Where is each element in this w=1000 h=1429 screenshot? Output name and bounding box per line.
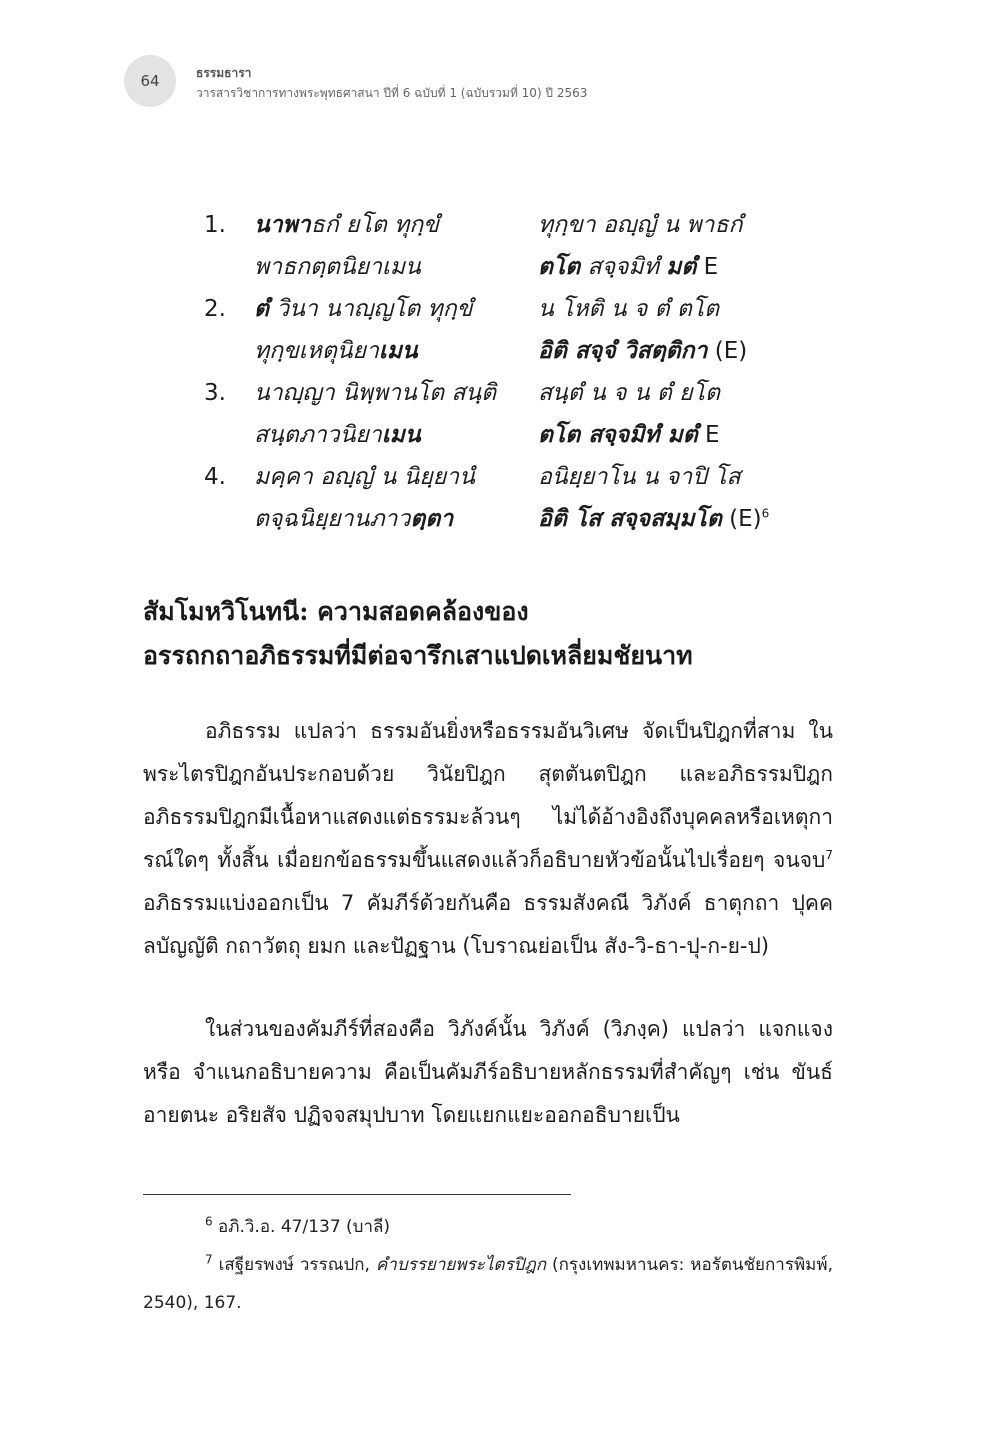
verse-text <box>254 414 421 456</box>
verse-text-start: ตจฺฉนิยฺยานภาว <box>254 506 411 532</box>
verse-text: มคฺคา อญฺญํ น นิยฺยานํ <box>254 464 475 490</box>
verse-text-rest: ธกํ ยโต ทุกฺขํ <box>310 212 439 238</box>
verse-number: 2. <box>204 296 226 322</box>
page-number <box>124 55 176 107</box>
verse-text: นาญฺญา นิพฺพานโต สนฺติ <box>254 380 497 406</box>
verse-text <box>254 330 418 372</box>
verse-text: ทุกฺขา อญฺญํ น พาธกํ <box>538 212 743 238</box>
verse-text-start: ทุกฺขเหตุนิยา <box>254 338 379 364</box>
journal-name: ธรรมธารา <box>196 66 252 80</box>
verse-3-line-2 <box>0 414 1000 456</box>
verse-marker: E <box>697 422 720 448</box>
verse-2-line-1 <box>0 288 1000 330</box>
paragraph-2: ในส่วนของคัมภีร์ที่สองคือ วิภังค์นั้น วิภังค์ (วิภงฺค) แปลว่า แจกแจง หรือ จำแนกอธิบายความ คือเป็นคัมภีร์อธิบายหลักธรรมที่สำคัญๆ เช่น ขันธ์ อายตนะ อริยสัจ ปฏิจจสมุปบาท โดยแยกแยะออกอธิบายเป็น <box>143 1017 833 1127</box>
footnote-text: เสฐียรพงษ์ วรรณปก, <box>212 1255 376 1275</box>
verse-text-mid: สจฺจมิทํ <box>580 254 667 280</box>
verse-text: พาธกตฺตนิยาเมน <box>254 254 421 280</box>
verse-text: น โหติ น จ ตํ ตโต <box>538 296 720 322</box>
footnote-7 <box>143 1246 833 1322</box>
verse-text-start: สนฺตภาวนิยา <box>254 422 382 448</box>
verse-text-rest: วินา นาญฺญโต ทุกฺขํ <box>268 296 473 322</box>
verse-text <box>538 330 747 372</box>
verse-bold: ตโต <box>538 254 581 280</box>
verse-number: 3. <box>204 380 226 406</box>
verse-bold: ตโต สจฺจมิทํ มตํ <box>538 422 698 448</box>
verse-3-line-1 <box>0 372 1000 414</box>
paragraph-text: อภิธรรม แปลว่า ธรรมอันยิ่งหรือธรรมอันวิเศษ จัดเป็นปิฎกที่สาม ในพระไตรปิฎกอันประกอบด้วย วินัยปิฎก สุตตันตปิฎก และอภิธรรมปิฎก อภิธรรมปิฎกมีเนื้อหาแสดงแต่ธรรมะล้วนๆ ไม่ได้อ้างอิงถึงบุคคลหรือเหตุการณ์ใดๆ ทั้งสิ้น เมื่อยกข้อธรรมขึ้นแสดงแล้วก็อธิบายหัวข้อนั้นไปเรื่อยๆ จนจบ <box>143 719 833 872</box>
verse-text <box>254 204 439 246</box>
verse-bold: ตํ <box>254 296 269 322</box>
verse-1-line-1 <box>0 204 1000 246</box>
footnote-text: (กรุงเทพมหานคร: หอรัตนชัยการพิมพ์, 2540), 167. <box>143 1255 833 1313</box>
footnote-6 <box>143 1208 833 1246</box>
footnote-book-title: คำบรรยายพระไตรปิฎก <box>375 1255 547 1275</box>
verse-4-line-2 <box>0 498 1000 540</box>
journal-subtitle: วารสารวิชาการทางพระพุทธศาสนา ปีที่ 6 ฉบับที่ 1 (ฉบับรวมที่ 10) ปี 2563 <box>196 86 588 100</box>
verse-text <box>538 498 769 540</box>
verse-number: 4. <box>204 464 226 490</box>
verse-1-line-2 <box>0 246 1000 288</box>
page-number-text: 64 <box>140 72 160 90</box>
verse-bold: อิติ โส สจฺจสมฺมโต <box>538 506 722 532</box>
paragraph-1 <box>143 710 833 968</box>
footnote-number: 6 <box>205 1214 213 1229</box>
verse-bold: มตํ <box>666 254 697 280</box>
verse-text: อนิยฺยาโน น จาปิ โส <box>538 464 741 490</box>
verse-text <box>254 498 453 540</box>
footnote-ref[interactable]: 6 <box>761 506 770 521</box>
verse-marker: (E) <box>707 338 748 364</box>
verse-text <box>538 414 720 456</box>
footnote-text: อภิ.วิ.อ. 47/137 (บาลี) <box>212 1217 391 1237</box>
verse-text <box>538 246 718 288</box>
verse-text: สนฺตํ น จ น ตํ ยโต <box>538 380 720 406</box>
verse-2-line-2 <box>0 330 1000 372</box>
verse-number: 1. <box>204 212 226 238</box>
footnote-divider <box>143 1194 571 1195</box>
verse-marker: E <box>696 254 719 280</box>
heading-line-1: สัมโมหวิโนทนี: ความสอดคล้องของ <box>143 597 529 626</box>
section-heading <box>143 590 863 678</box>
verse-bold: อิติ สจฺจํ วิสตฺติกา <box>538 338 708 364</box>
paragraph-text: อภิธรรมแบ่งออกเป็น 7 คัมภีร์ด้วยกันคือ ธรรมสังคณี วิภังค์ ธาตุกถา ปุคคลบัญญัติ กถาวัตถุ ยมก และปัฏฐาน (โบราณย่อเป็น สัง-วิ-ธา-ปุ-ก-ย-ป) <box>143 891 833 958</box>
verse-text <box>254 288 472 330</box>
footnote-ref[interactable]: 7 <box>825 848 833 862</box>
verse-bold: เมน <box>381 422 421 448</box>
footnote-number: 7 <box>205 1252 213 1267</box>
verse-marker: (E) <box>721 506 762 532</box>
verse-bold: เมน <box>378 338 418 364</box>
verse-bold: นาพา <box>254 212 311 238</box>
verse-bold: ตฺตา <box>410 506 454 532</box>
heading-line-2: อรรถกถาอภิธรรมที่มีต่อจารึกเสาแปดเหลี่ยมชัยนาท <box>143 641 693 670</box>
verse-4-line-1 <box>0 456 1000 498</box>
